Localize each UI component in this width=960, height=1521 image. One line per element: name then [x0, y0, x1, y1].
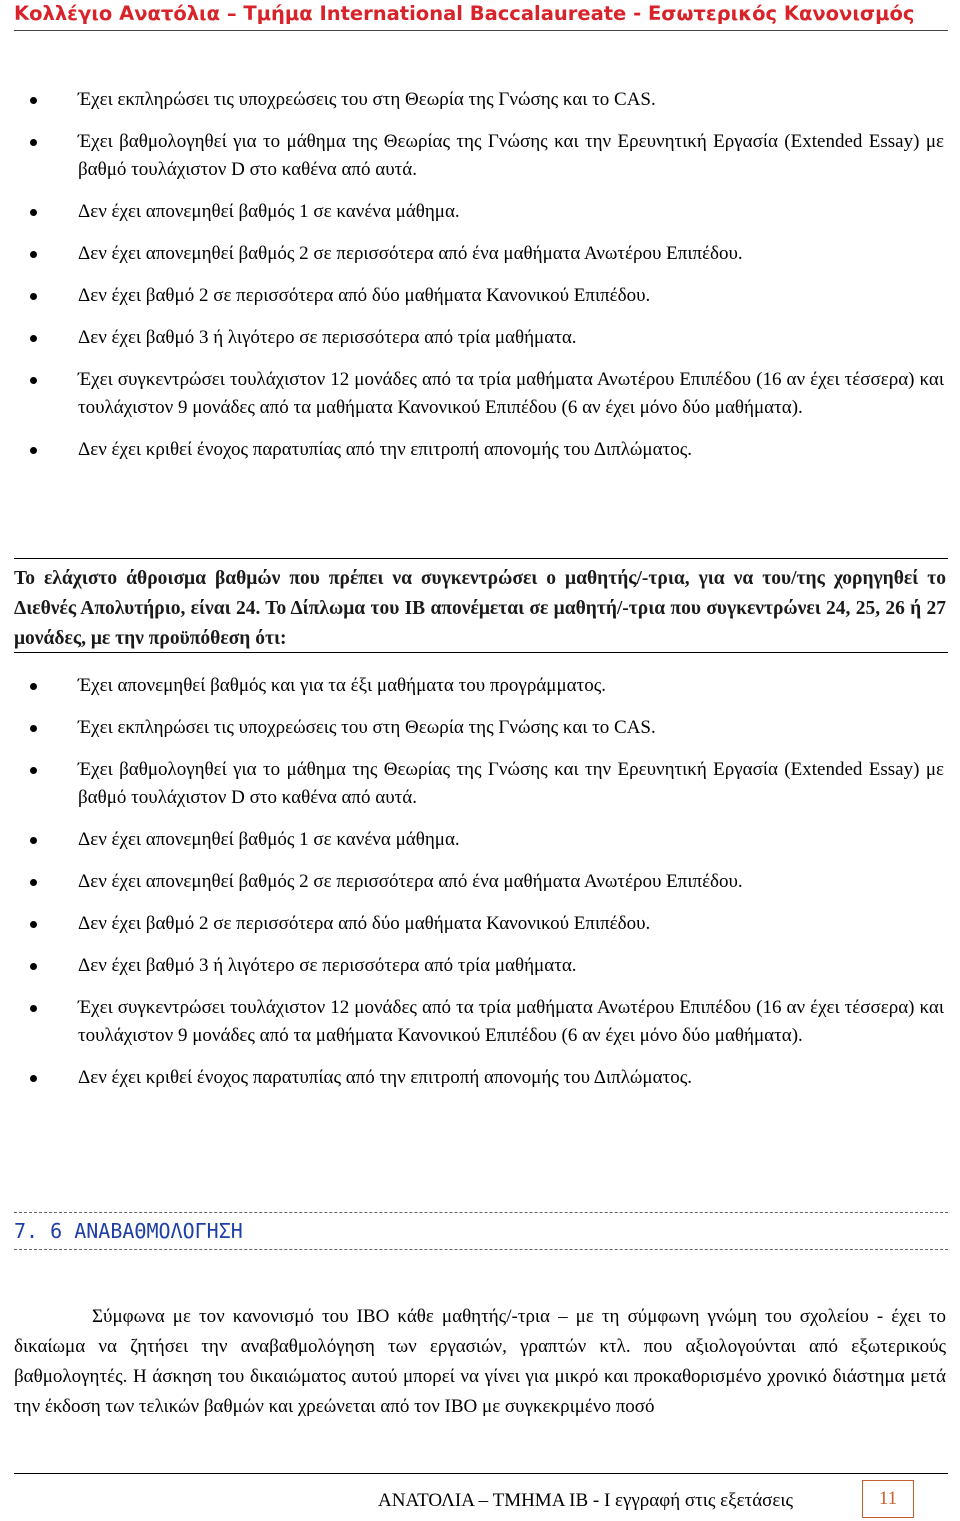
list-item: Δεν έχει απονεμηθεί βαθμός 1 σε κανένα μάθημα.	[0, 826, 960, 854]
list-item: Δεν έχει βαθμό 2 σε περισσότερα από δύο μαθήματα Κανονικού Επιπέδου.	[0, 910, 960, 938]
conditions-list-a	[0, 86, 960, 478]
list-item: Δεν έχει βαθμό 3 ή λιγότερο σε περισσότερα από τρία μαθήματα.	[0, 952, 960, 980]
page-number: 11	[862, 1480, 914, 1518]
list-item: Έχει συγκεντρώσει τουλάχιστον 12 μονάδες από τα τρία μαθήματα Ανωτέρου Επιπέδου (16 αν έχει τέσσερα) και τουλάχιστον 9 μονάδες από τα μαθήματα Κανονικού Επιπέδου (6 αν έχει μόνο δύο μαθήματα).	[0, 366, 960, 422]
conditions-list-b	[0, 672, 960, 1106]
footer-text: ΑΝΑΤΟΛΙΑ – ΤΜΗΜΑ IB - Ι εγγραφή στις εξετάσεις	[378, 1490, 794, 1511]
section-bottom-rule	[14, 1249, 948, 1250]
summary-top-rule	[14, 558, 948, 559]
section-top-rule	[14, 1212, 948, 1213]
summary-bottom-rule	[14, 652, 948, 653]
list-item: Έχει συγκεντρώσει τουλάχιστον 12 μονάδες από τα τρία μαθήματα Ανωτέρου Επιπέδου (16 αν έχει τέσσερα) και τουλάχιστον 9 μονάδες από τα μαθήματα Κανονικού Επιπέδου (6 αν έχει μόνο δύο μαθήματα).	[0, 994, 960, 1050]
footer-divider	[14, 1473, 948, 1474]
page-header-title: Κολλέγιο Ανατόλια – Τμήμα International Baccalaureate - Εσωτερικός Κανονισμός	[14, 2, 915, 25]
list-item: Δεν έχει βαθμό 3 ή λιγότερο σε περισσότερα από τρία μαθήματα.	[0, 324, 960, 352]
list-item: Δεν έχει απονεμηθεί βαθμός 2 σε περισσότερα από ένα μαθήματα Ανωτέρου Επιπέδου.	[0, 240, 960, 268]
list-item: Δεν έχει κριθεί ένοχος παρατυπίας από την επιτροπή απονομής του Διπλώματος.	[0, 436, 960, 464]
header-divider	[14, 30, 948, 31]
list-item: Δεν έχει απονεμηθεί βαθμός 1 σε κανένα μάθημα.	[0, 198, 960, 226]
list-item: Έχει εκπληρώσει τις υποχρεώσεις του στη Θεωρία της Γνώσης και το CAS.	[0, 714, 960, 742]
list-item: Έχει βαθμολογηθεί για το μάθημα της Θεωρίας της Γνώσης και την Ερευνητική Εργασία (Extended Essay) με βαθμό τουλάχιστον D στο καθένα από αυτά.	[0, 128, 960, 184]
list-item: Έχει εκπληρώσει τις υποχρεώσεις του στη Θεωρία της Γνώσης και το CAS.	[0, 86, 960, 114]
summary-paragraph: Το ελάχιστο άθροισμα βαθμών που πρέπει να συγκεντρώσει ο μαθητής/-τρια, για να του/της χορηγηθεί το Διεθνές Απολυτήριο, είναι 24. Το Δίπλωμα του IB απονέμεται σε μαθητή/-τρια που συγκεντρώνει 24, 25, 26 ή 27 μονάδες, με την προϋπόθεση ότι:	[14, 568, 946, 649]
list-item: Δεν έχει κριθεί ένοχος παρατυπίας από την επιτροπή απονομής του Διπλώματος.	[0, 1064, 960, 1092]
list-item: Δεν έχει απονεμηθεί βαθμός 2 σε περισσότερα από ένα μαθήματα Ανωτέρου Επιπέδου.	[0, 868, 960, 896]
list-item: Έχει απονεμηθεί βαθμός και για τα έξι μαθήματα του προγράμματος.	[0, 672, 960, 700]
section-paragraph: Σύμφωνα με τον κανονισμό του IBO κάθε μαθητής/-τρια – με τη σύμφωνη γνώμη του σχολείου - έχει το δικαίωμα να ζητήσει την αναβαθμολόγηση των εργασιών, γραπτών κτλ. που αξιολογούνται από εξωτερικούς βαθμολογητές. Η άσκηση του δικαιώματος αυτού μπορεί να γίνει για μικρό και προκαθορισμένο χρονικό διάστημα μετά την έκδοση των τελικών βαθμών και χρεώνεται από τον IBO με συγκεκριμένο ποσό	[14, 1306, 946, 1417]
list-item: Έχει βαθμολογηθεί για το μάθημα της Θεωρίας της Γνώσης και την Ερευνητική Εργασία (Extended Essay) με βαθμό τουλάχιστον D στο καθένα από αυτά.	[0, 756, 960, 812]
section-heading: 7. 6 ΑΝΑΒΑΘΜΟΛΟΓΗΣΗ	[14, 1219, 243, 1243]
list-item: Δεν έχει βαθμό 2 σε περισσότερα από δύο μαθήματα Κανονικού Επιπέδου.	[0, 282, 960, 310]
